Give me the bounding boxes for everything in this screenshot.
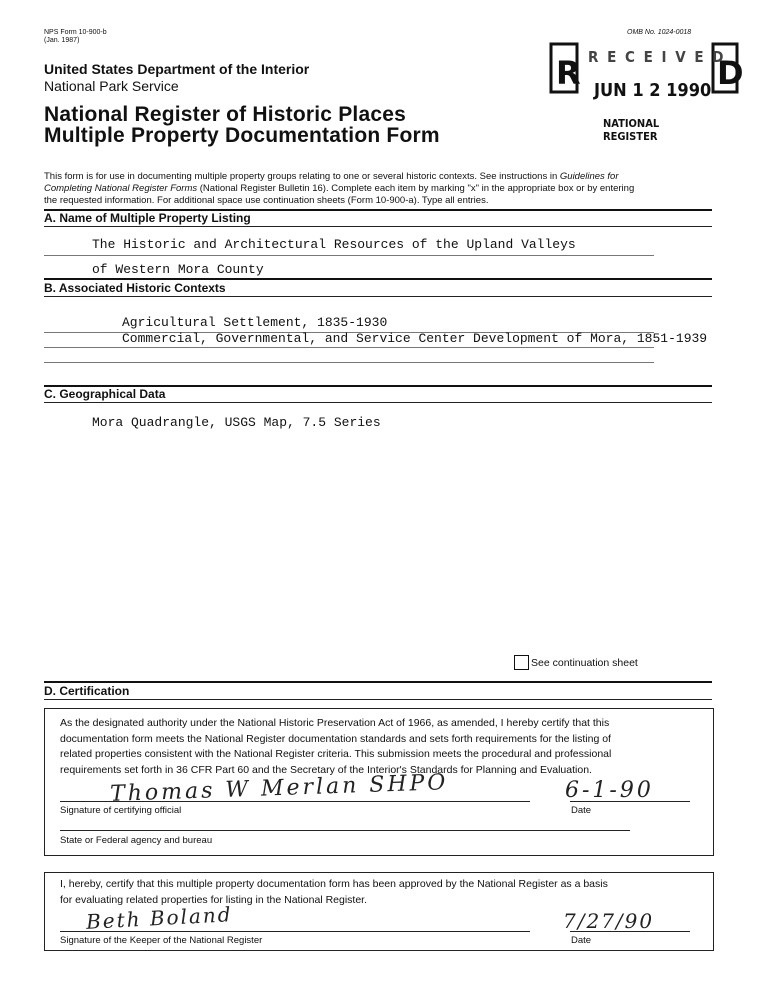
- instructions-text-3: the requested information. For additional space use continuation sheets (Form 10-900-a). Type all entries.: [44, 195, 489, 206]
- section-a-line-1: [44, 255, 654, 256]
- instructions-text: This form is for use in documenting multiple property groups relating to one or several historic contexts. See instructions in: [44, 171, 560, 182]
- form-number: NPS Form 10-900-b: [44, 29, 107, 36]
- keeper-date-line: [570, 931, 690, 932]
- context-line2: Commercial, Governmental, and Service Center Development of Mora, 1851-1939: [122, 331, 708, 346]
- instructions: [44, 171, 734, 207]
- section-c-heading: C. Geographical Data: [44, 387, 166, 401]
- keeper-signature-date: 7/27/90: [563, 909, 655, 933]
- cert-line-4: requirements set forth in 36 CFR Part 60 and the Secretary of the Interior's Standards for Planning and Evaluation.: [60, 763, 592, 776]
- cert-line-1: As the designated authority under the National Historic Preservation Act of 1966, as amended, I hereby certify that this: [60, 717, 610, 729]
- geographical-data: Mora Quadrangle, USGS Map, 7.5 Series: [92, 415, 381, 430]
- section-b-line-2: [44, 347, 654, 348]
- section-d-top-rule: [44, 681, 712, 683]
- keeper-statement: [60, 877, 700, 908]
- stamp-received-text: R E C E I V E D: [588, 48, 726, 66]
- form-date: (Jan. 1987): [44, 37, 80, 44]
- svg-text:R: R: [556, 54, 581, 92]
- cert-line-2: documentation form meets the National Register documentation standards and sets forth requirements for the listing of: [60, 732, 611, 745]
- instructions-guidelines-cont: Completing National Register Forms: [44, 183, 198, 194]
- official-signature-date: 6-1-90: [565, 778, 654, 803]
- stamp-date: JUN 1 2 1990: [594, 80, 712, 101]
- agency-line: [60, 830, 630, 831]
- keeper-date-label: Date: [571, 935, 592, 946]
- keeper-signature-line: [60, 931, 530, 932]
- department-name: United States Department of the Interior: [44, 61, 310, 77]
- date-label: Date: [571, 805, 592, 816]
- section-a-rule: [44, 226, 712, 227]
- instructions-text-2: (National Register Bulletin 16). Complete each item by marking "x" in the appropriate box or by entering: [197, 183, 635, 194]
- section-d-heading: D. Certification: [44, 684, 130, 698]
- section-d-rule: [44, 699, 712, 700]
- section-b-top-rule: [44, 278, 712, 280]
- keeper-line-1: I, hereby, certify that this multiple property documentation form has been approved by the National Register as a basis: [60, 878, 608, 890]
- continuation-label: See continuation sheet: [531, 657, 638, 669]
- certification-statement: [60, 716, 700, 778]
- agency-label: State or Federal agency and bureau: [60, 835, 213, 846]
- page-title-line2: Multiple Property Documentation Form: [44, 124, 440, 147]
- continuation-checkbox[interactable]: [514, 655, 529, 670]
- section-b-rule: [44, 296, 712, 297]
- stamp-register: REGISTER: [603, 130, 658, 143]
- cert-line-3: related properties consistent with the National Register criteria. This submission meets the procedural and professional: [60, 748, 612, 760]
- date-line: [570, 801, 690, 802]
- keeper-label: Signature of the Keeper of the National Register: [60, 935, 263, 946]
- svg-text:D: D: [717, 54, 744, 92]
- instructions-guidelines: Guidelines for: [559, 171, 619, 182]
- signature-line: [60, 801, 530, 802]
- section-c-rule: [44, 402, 712, 403]
- received-stamp: [548, 40, 744, 150]
- property-name-line1: The Historic and Architectural Resources of the Upland Valleys: [92, 237, 576, 252]
- keeper-line-2: for evaluating related properties for listing in the National Register.: [60, 893, 368, 906]
- section-b-line-3: [44, 362, 654, 363]
- stamp-national: NATIONAL: [603, 117, 660, 130]
- omb-number: OMB No. 1024-0018: [627, 29, 692, 36]
- section-a-heading: A. Name of Multiple Property Listing: [44, 211, 251, 225]
- service-name: National Park Service: [44, 78, 179, 94]
- official-signature: Thomas W Merlan SHPO: [109, 770, 449, 807]
- property-name-line2: of Western Mora County: [92, 262, 264, 277]
- signature-label: Signature of certifying official: [60, 805, 182, 816]
- context-line1: Agricultural Settlement, 1835-1930: [122, 315, 388, 330]
- page-title-line1: National Register of Historic Places: [44, 103, 406, 126]
- keeper-signature: Beth Boland: [85, 902, 234, 934]
- section-b-heading: B. Associated Historic Contexts: [44, 281, 226, 295]
